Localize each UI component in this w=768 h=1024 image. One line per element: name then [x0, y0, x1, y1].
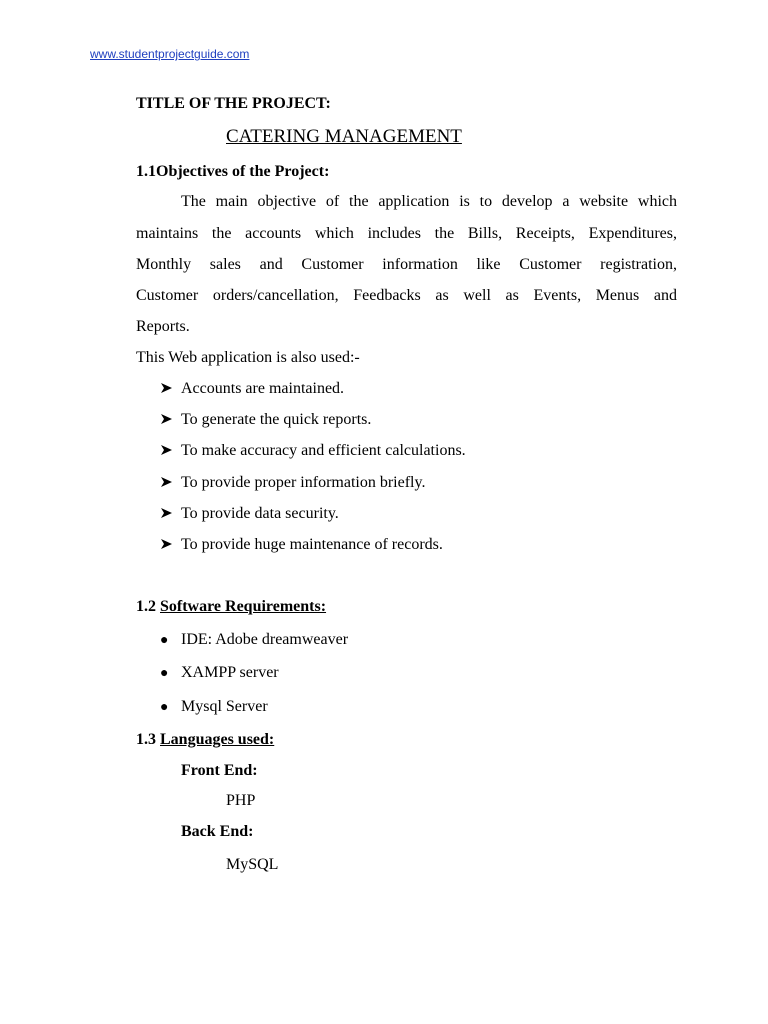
website-link[interactable]: www.studentprojectguide.com [90, 47, 250, 61]
dot-bullet-icon: ● [160, 633, 169, 648]
objectives-paragraph-line: maintains the accounts which includes the Bills, Receipts, Expenditures, [136, 225, 677, 242]
arrow-bullet-icon [160, 473, 181, 493]
dot-bullet-icon: ● [160, 700, 169, 715]
list-item [160, 630, 348, 651]
list-item-text: To provide huge maintenance of records. [181, 536, 443, 553]
software-number: 1.2 [136, 598, 156, 615]
list-item-text: To generate the quick reports. [181, 411, 372, 428]
list-item [160, 441, 466, 461]
back-end-value: MySQL [226, 856, 279, 873]
objectives-paragraph-line: Customer orders/cancellation, Feedbacks as well as Events, Menus and [136, 287, 677, 304]
list-item [160, 379, 344, 399]
project-title: CATERING MANAGEMENT [226, 126, 462, 147]
languages-heading-text: Languages used: [160, 731, 275, 748]
list-item [160, 663, 279, 684]
objectives-paragraph-line: Reports. [136, 318, 190, 335]
list-item [160, 473, 425, 493]
objectives-heading: 1.1Objectives of the Project: [136, 163, 330, 180]
arrow-bullet-icon [160, 379, 181, 399]
dot-bullet-icon: ● [160, 666, 169, 681]
front-end-value: PHP [226, 792, 256, 809]
objectives-paragraph-line: Monthly sales and Customer information like Customer registration, [136, 256, 677, 273]
list-item-text: IDE: Adobe dreamweaver [181, 631, 349, 648]
software-heading-text: Software Requirements: [160, 598, 327, 615]
list-item-text: Accounts are maintained. [181, 380, 345, 397]
list-item-text: Mysql Server [181, 698, 268, 715]
list-item-text: To provide data security. [181, 505, 339, 522]
uses-intro: This Web application is also used:- [136, 349, 360, 366]
arrow-bullet-icon [160, 410, 181, 430]
list-item [160, 410, 371, 430]
software-heading [136, 597, 326, 617]
list-item [160, 697, 268, 718]
front-end-label: Front End: [181, 762, 258, 779]
arrow-bullet-icon [160, 504, 181, 524]
back-end-label: Back End: [181, 823, 254, 840]
list-item [160, 504, 339, 524]
title-label: TITLE OF THE PROJECT: [136, 95, 331, 112]
languages-heading [136, 730, 274, 750]
list-item [160, 535, 443, 555]
list-item-text: To make accuracy and efficient calculations. [181, 442, 466, 459]
arrow-bullet-icon [160, 441, 181, 461]
languages-number: 1.3 [136, 731, 156, 748]
objectives-paragraph-line: The main objective of the application is to develop a website which [181, 193, 677, 210]
list-item-text: XAMPP server [181, 664, 279, 681]
arrow-bullet-icon [160, 535, 181, 555]
list-item-text: To provide proper information briefly. [181, 474, 426, 491]
